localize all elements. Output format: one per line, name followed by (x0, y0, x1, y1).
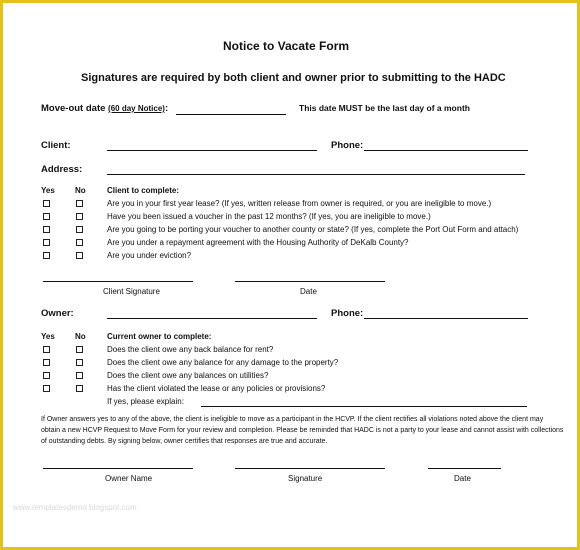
client-q4-yes-checkbox[interactable] (43, 239, 50, 246)
owner-question: Does the client owe any back balance for rent? (107, 345, 274, 354)
client-q3-no-checkbox[interactable] (76, 226, 83, 233)
owner-name-label: Owner Name (105, 474, 153, 483)
client-section-heading: Client to complete: (107, 186, 180, 195)
owner-q4-no-checkbox[interactable] (76, 385, 83, 392)
owner-signature-label: Signature (288, 474, 323, 483)
client-question: Are you under a repayment agreement with the Housing Authority of DeKalb County? (107, 238, 409, 247)
owner-question: Does the client owe any balance for any damage to the property? (107, 358, 339, 367)
client-q4-no-checkbox[interactable] (76, 239, 83, 246)
owner-q3-yes-checkbox[interactable] (43, 372, 50, 379)
owner-question: Does the client owe any balances on utilities? (107, 371, 269, 380)
owner-label: Owner: (41, 308, 74, 319)
client-question: Are you in your first year lease? (If yes, written release from owner is required, or you are ineligible to move.) (107, 199, 492, 208)
owner-notice-line: of outstanding debts. By signing below, owner certifies that responses are true and accurate. (41, 438, 328, 445)
owner-yes-header: Yes (41, 332, 55, 341)
owner-date-label: Date (454, 474, 471, 483)
client-q5-no-checkbox[interactable] (76, 252, 83, 259)
client-q2-yes-checkbox[interactable] (43, 213, 50, 220)
owner-section-heading: Current owner to complete: (107, 332, 212, 341)
client-phone-label: Phone: (331, 140, 364, 151)
owner-phone-label: Phone: (331, 308, 364, 319)
owner-notice-line: obtain a new HCVP Request to Move Form for your review and completion. Please be reminded that HADC is not a party to your lease and cannot assist with collections (41, 427, 564, 434)
move-out-colon: : (164, 103, 169, 114)
owner-q2-yes-checkbox[interactable] (43, 359, 50, 366)
move-out-instruction: This date MUST be the last day of a month (299, 103, 470, 113)
owner-q3-no-checkbox[interactable] (76, 372, 83, 379)
watermark-text: www.templatesdemo.blogspot.com (13, 503, 137, 512)
client-date-label: Date (300, 287, 317, 296)
address-label: Address: (41, 164, 83, 175)
move-out-note: (60 day Notice) (108, 104, 165, 113)
form-title: Notice to Vacate Form (223, 39, 350, 53)
client-q1-yes-checkbox[interactable] (43, 200, 50, 207)
explain-field[interactable] (201, 406, 527, 407)
move-out-row (41, 103, 168, 114)
move-out-date-field[interactable] (176, 114, 286, 115)
client-question: Have you been issued a voucher in the past 12 months? (If yes, you are ineligible to move.) (107, 212, 431, 221)
client-signature-field[interactable] (43, 281, 193, 282)
client-phone-field[interactable] (364, 150, 528, 151)
client-signature-label: Client Signature (103, 287, 160, 296)
client-q2-no-checkbox[interactable] (76, 213, 83, 220)
owner-q1-no-checkbox[interactable] (76, 346, 83, 353)
form-subtitle: Signatures are required by both client and owner prior to submitting to the HADC (81, 72, 506, 84)
client-q1-no-checkbox[interactable] (76, 200, 83, 207)
move-out-label: Move-out date (41, 103, 106, 114)
owner-date-field[interactable] (428, 468, 501, 469)
owner-notice-line: If Owner answers yes to any of the above, the client is ineligible to move as a participant in the HCVP. If the client rectifies all violations noted above the client may (41, 416, 544, 423)
client-label: Client: (41, 140, 71, 151)
address-field[interactable] (107, 174, 525, 175)
client-q5-yes-checkbox[interactable] (43, 252, 50, 259)
no-header: No (75, 186, 86, 195)
owner-name-signature-field[interactable] (43, 468, 193, 469)
owner-name-field[interactable] (107, 318, 317, 319)
owner-q4-yes-checkbox[interactable] (43, 385, 50, 392)
client-question: Are you going to be porting your voucher to another county or state? (If yes, complete the Port Out Form and attach) (107, 225, 519, 234)
client-date-field[interactable] (235, 281, 385, 282)
owner-signature-field[interactable] (235, 468, 385, 469)
owner-q2-no-checkbox[interactable] (76, 359, 83, 366)
client-name-field[interactable] (107, 150, 317, 151)
owner-q1-yes-checkbox[interactable] (43, 346, 50, 353)
yes-header: Yes (41, 186, 55, 195)
owner-question: Has the client violated the lease or any policies or provisions? (107, 384, 326, 393)
client-question: Are you under eviction? (107, 251, 192, 260)
client-q3-yes-checkbox[interactable] (43, 226, 50, 233)
explain-label: If yes, please explain: (107, 397, 184, 406)
owner-phone-field[interactable] (364, 318, 528, 319)
owner-no-header: No (75, 332, 86, 341)
